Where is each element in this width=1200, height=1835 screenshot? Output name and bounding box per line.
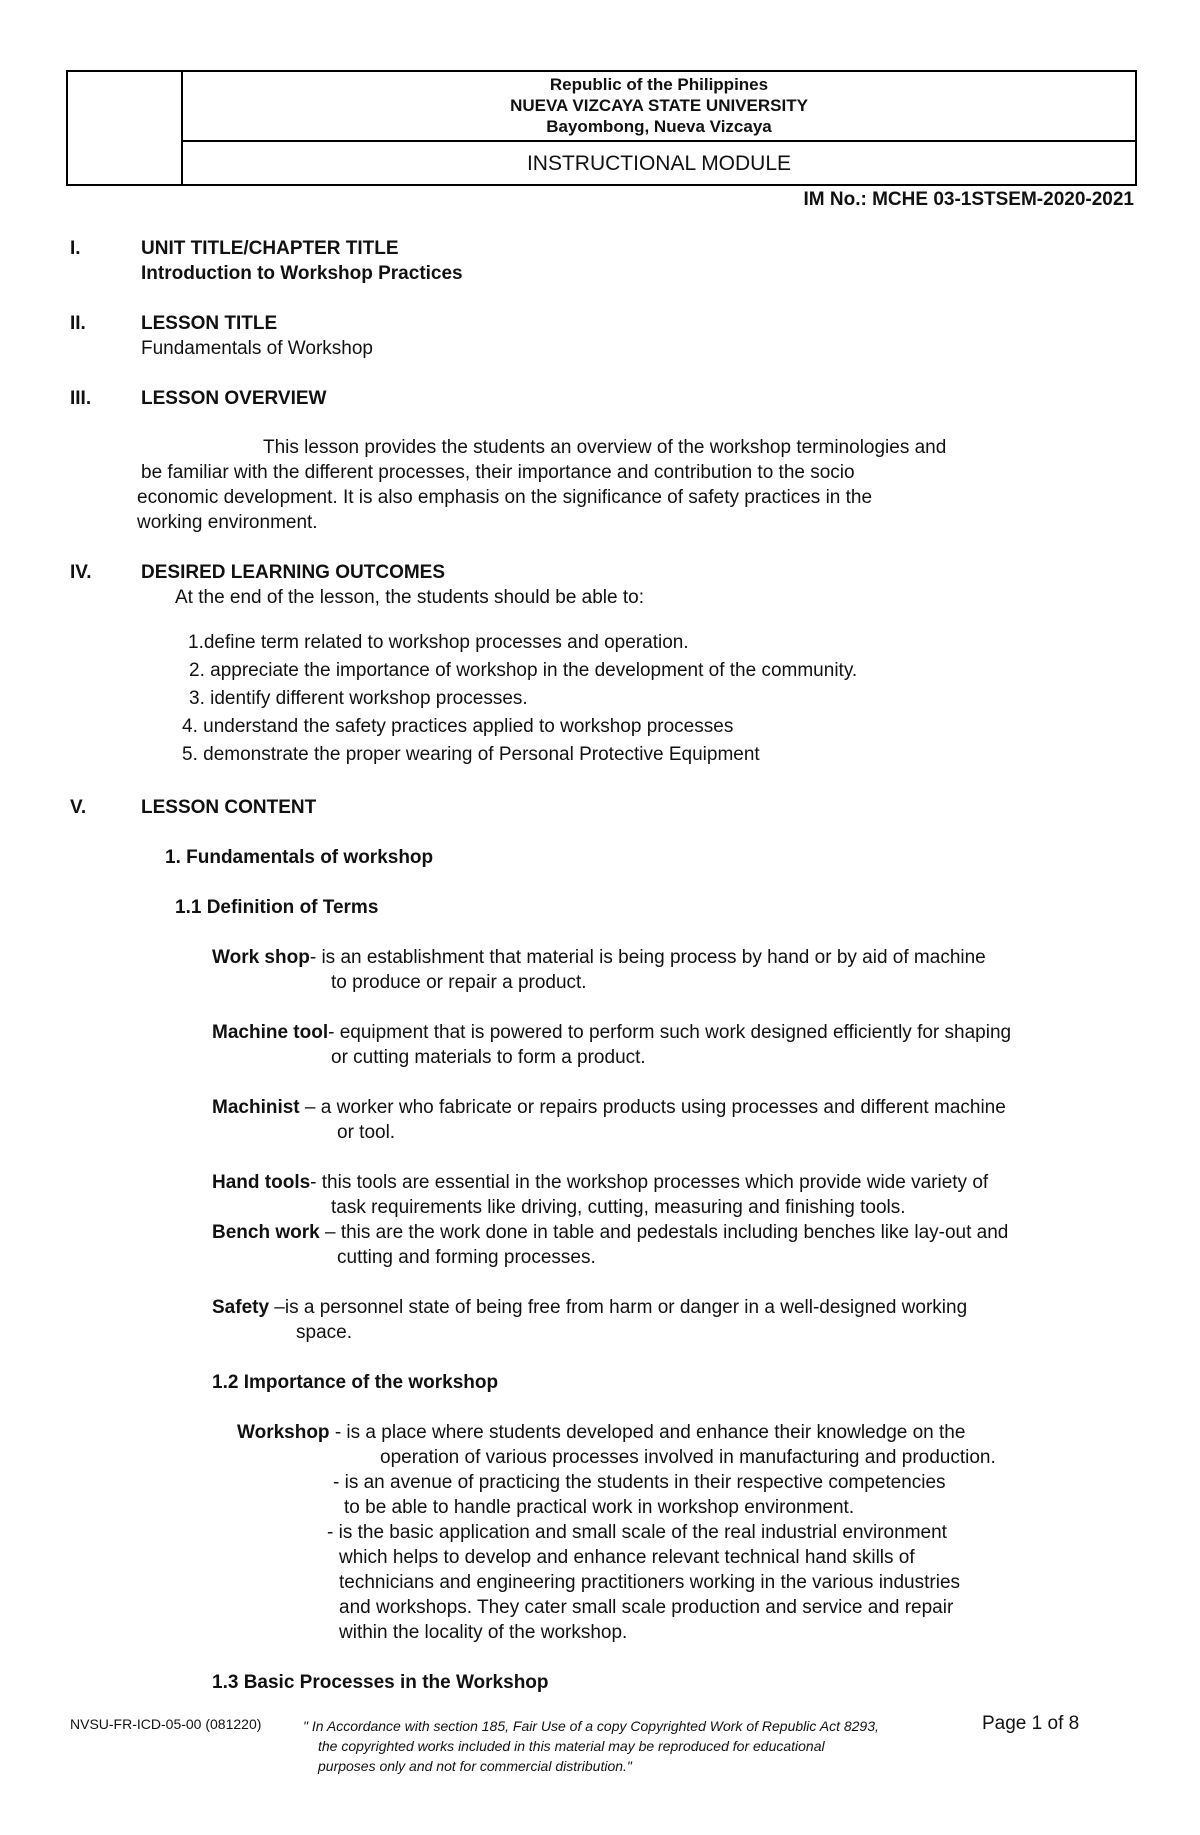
term-definition-cont: space. — [296, 1322, 352, 1343]
term-definition: equipment that is powered to perform such work designed efficiently for shaping — [339, 1022, 1012, 1043]
term-separator: – — [299, 1097, 321, 1118]
term-name: Machinist — [212, 1097, 300, 1118]
workshop-term: Workshop — [237, 1422, 330, 1443]
module-title: INSTRUCTIONAL MODULE — [526, 152, 792, 175]
term-separator: – — [269, 1297, 285, 1318]
header-divider — [183, 140, 1135, 142]
term-definition: is a personnel state of being free from harm or danger in a well-designed working — [284, 1297, 968, 1318]
copyright-note-line: the copyrighted works included in this material may be reproduced for educational — [318, 1738, 825, 1754]
term-name: Bench work — [212, 1222, 320, 1243]
workshop-line: and workshops. They cater small scale production and service and repair — [339, 1597, 954, 1618]
term-definition-cont: or cutting materials to form a product. — [331, 1047, 646, 1068]
term-entry — [212, 1022, 1011, 1044]
term-definition: a worker who fabricate or repairs products using processes and different machine — [320, 1097, 1006, 1118]
page-number: Page 1 of 8 — [982, 1713, 1080, 1734]
overview-line: This lesson provides the students an overview of the workshop terminologies and — [263, 437, 947, 458]
workshop-line: to be able to handle practical work in workshop environment. — [344, 1497, 855, 1518]
outcome-item: 2. appreciate the importance of workshop in the development of the community. — [189, 660, 858, 681]
workshop-line: operation of various processes involved in manufacturing and production. — [380, 1447, 996, 1468]
term-definition-cont: cutting and forming processes. — [337, 1247, 596, 1268]
outcome-item: 4. understand the safety practices applied to workshop processes — [182, 716, 734, 737]
section-3-title: LESSON OVERVIEW — [141, 388, 327, 409]
section-1-number: I. — [70, 238, 81, 259]
term-entry — [212, 1297, 967, 1319]
section-4-title: DESIRED LEARNING OUTCOMES — [141, 562, 446, 583]
content-heading-1-2: 1.2 Importance of the workshop — [212, 1372, 499, 1393]
workshop-line: technicians and engineering practitioners working in the various industries — [339, 1572, 961, 1593]
overview-line: economic development. It is also emphasis on the significance of safety practices in the — [137, 487, 873, 508]
term-entry — [212, 947, 986, 969]
workshop-line: within the locality of the workshop. — [339, 1622, 628, 1643]
outcome-item: 3. identify different workshop processes. — [189, 688, 528, 709]
section-5-number: V. — [70, 797, 87, 818]
outcome-item: 1.define term related to workshop processes and operation. — [188, 632, 689, 653]
section-2-title: LESSON TITLE — [141, 313, 278, 334]
term-definition: this tools are essential in the workshop processes which provide wide variety of — [321, 1172, 989, 1193]
term-name: Safety — [212, 1297, 270, 1318]
content-heading-1-1: 1.1 Definition of Terms — [175, 897, 379, 918]
section-2-number: II. — [70, 313, 86, 334]
term-separator: - — [328, 1022, 340, 1043]
document-header — [66, 70, 1137, 186]
copyright-note-line: " In Accordance with section 185, Fair Use of a copy Copyrighted Work of Republic Act 8293, — [303, 1718, 879, 1734]
term-entry — [212, 1172, 988, 1194]
term-name: Machine tool — [212, 1022, 329, 1043]
workshop-line: - is an avenue of practicing the students in their respective competencies — [333, 1472, 946, 1493]
logo-cell — [68, 72, 183, 184]
term-name: Work shop — [212, 947, 310, 968]
term-separator: - — [310, 1172, 322, 1193]
outcomes-intro: At the end of the lesson, the students should be able to: — [175, 587, 644, 608]
term-entry — [212, 1222, 1008, 1244]
header-location: Bayombong, Nueva Vizcaya — [546, 117, 772, 136]
overview-line: be familiar with the different processes, their importance and contribution to the socio — [141, 462, 855, 483]
content-heading-1: 1. Fundamentals of workshop — [165, 847, 434, 868]
term-entry — [212, 1097, 1006, 1119]
section-1-title: UNIT TITLE/CHAPTER TITLE — [141, 238, 399, 259]
workshop-entry — [237, 1422, 965, 1444]
im-number: IM No.: MCHE 03-1STSEM-2020-2021 — [803, 189, 1134, 210]
term-definition-cont: to produce or repair a product. — [331, 972, 587, 993]
section-5-title: LESSON CONTENT — [141, 797, 317, 818]
form-code: NVSU-FR-ICD-05-00 (081220) — [70, 1716, 262, 1732]
unit-title: Introduction to Workshop Practices — [141, 263, 463, 284]
workshop-line: which helps to develop and enhance relevant technical hand skills of — [339, 1547, 915, 1568]
lesson-title: Fundamentals of Workshop — [141, 338, 373, 359]
header-republic: Republic of the Philippines — [549, 75, 769, 94]
header-university: NUEVA VIZCAYA STATE UNIVERSITY — [510, 96, 808, 115]
term-separator: – — [319, 1222, 341, 1243]
workshop-line: - is the basic application and small scale of the real industrial environment — [327, 1522, 947, 1543]
content-heading-1-3: 1.3 Basic Processes in the Workshop — [212, 1672, 549, 1693]
copyright-note-line: purposes only and not for commercial distribution." — [318, 1758, 632, 1774]
term-definition: is an establishment that material is being process by hand or by aid of machine — [321, 947, 986, 968]
section-3-number: III. — [70, 388, 92, 409]
term-definition: this are the work done in table and pedestals including benches like lay-out and — [340, 1222, 1009, 1243]
term-separator: - — [309, 947, 322, 968]
section-4-number: IV. — [70, 562, 92, 583]
outcome-item: 5. demonstrate the proper wearing of Personal Protective Equipment — [182, 744, 760, 765]
term-name: Hand tools — [212, 1172, 311, 1193]
term-definition-cont: task requirements like driving, cutting, measuring and finishing tools. — [331, 1197, 906, 1218]
term-definition-cont: or tool. — [337, 1122, 396, 1143]
workshop-definition: - is a place where students developed and enhance their knowledge on the — [329, 1422, 966, 1443]
overview-line: working environment. — [137, 512, 318, 533]
